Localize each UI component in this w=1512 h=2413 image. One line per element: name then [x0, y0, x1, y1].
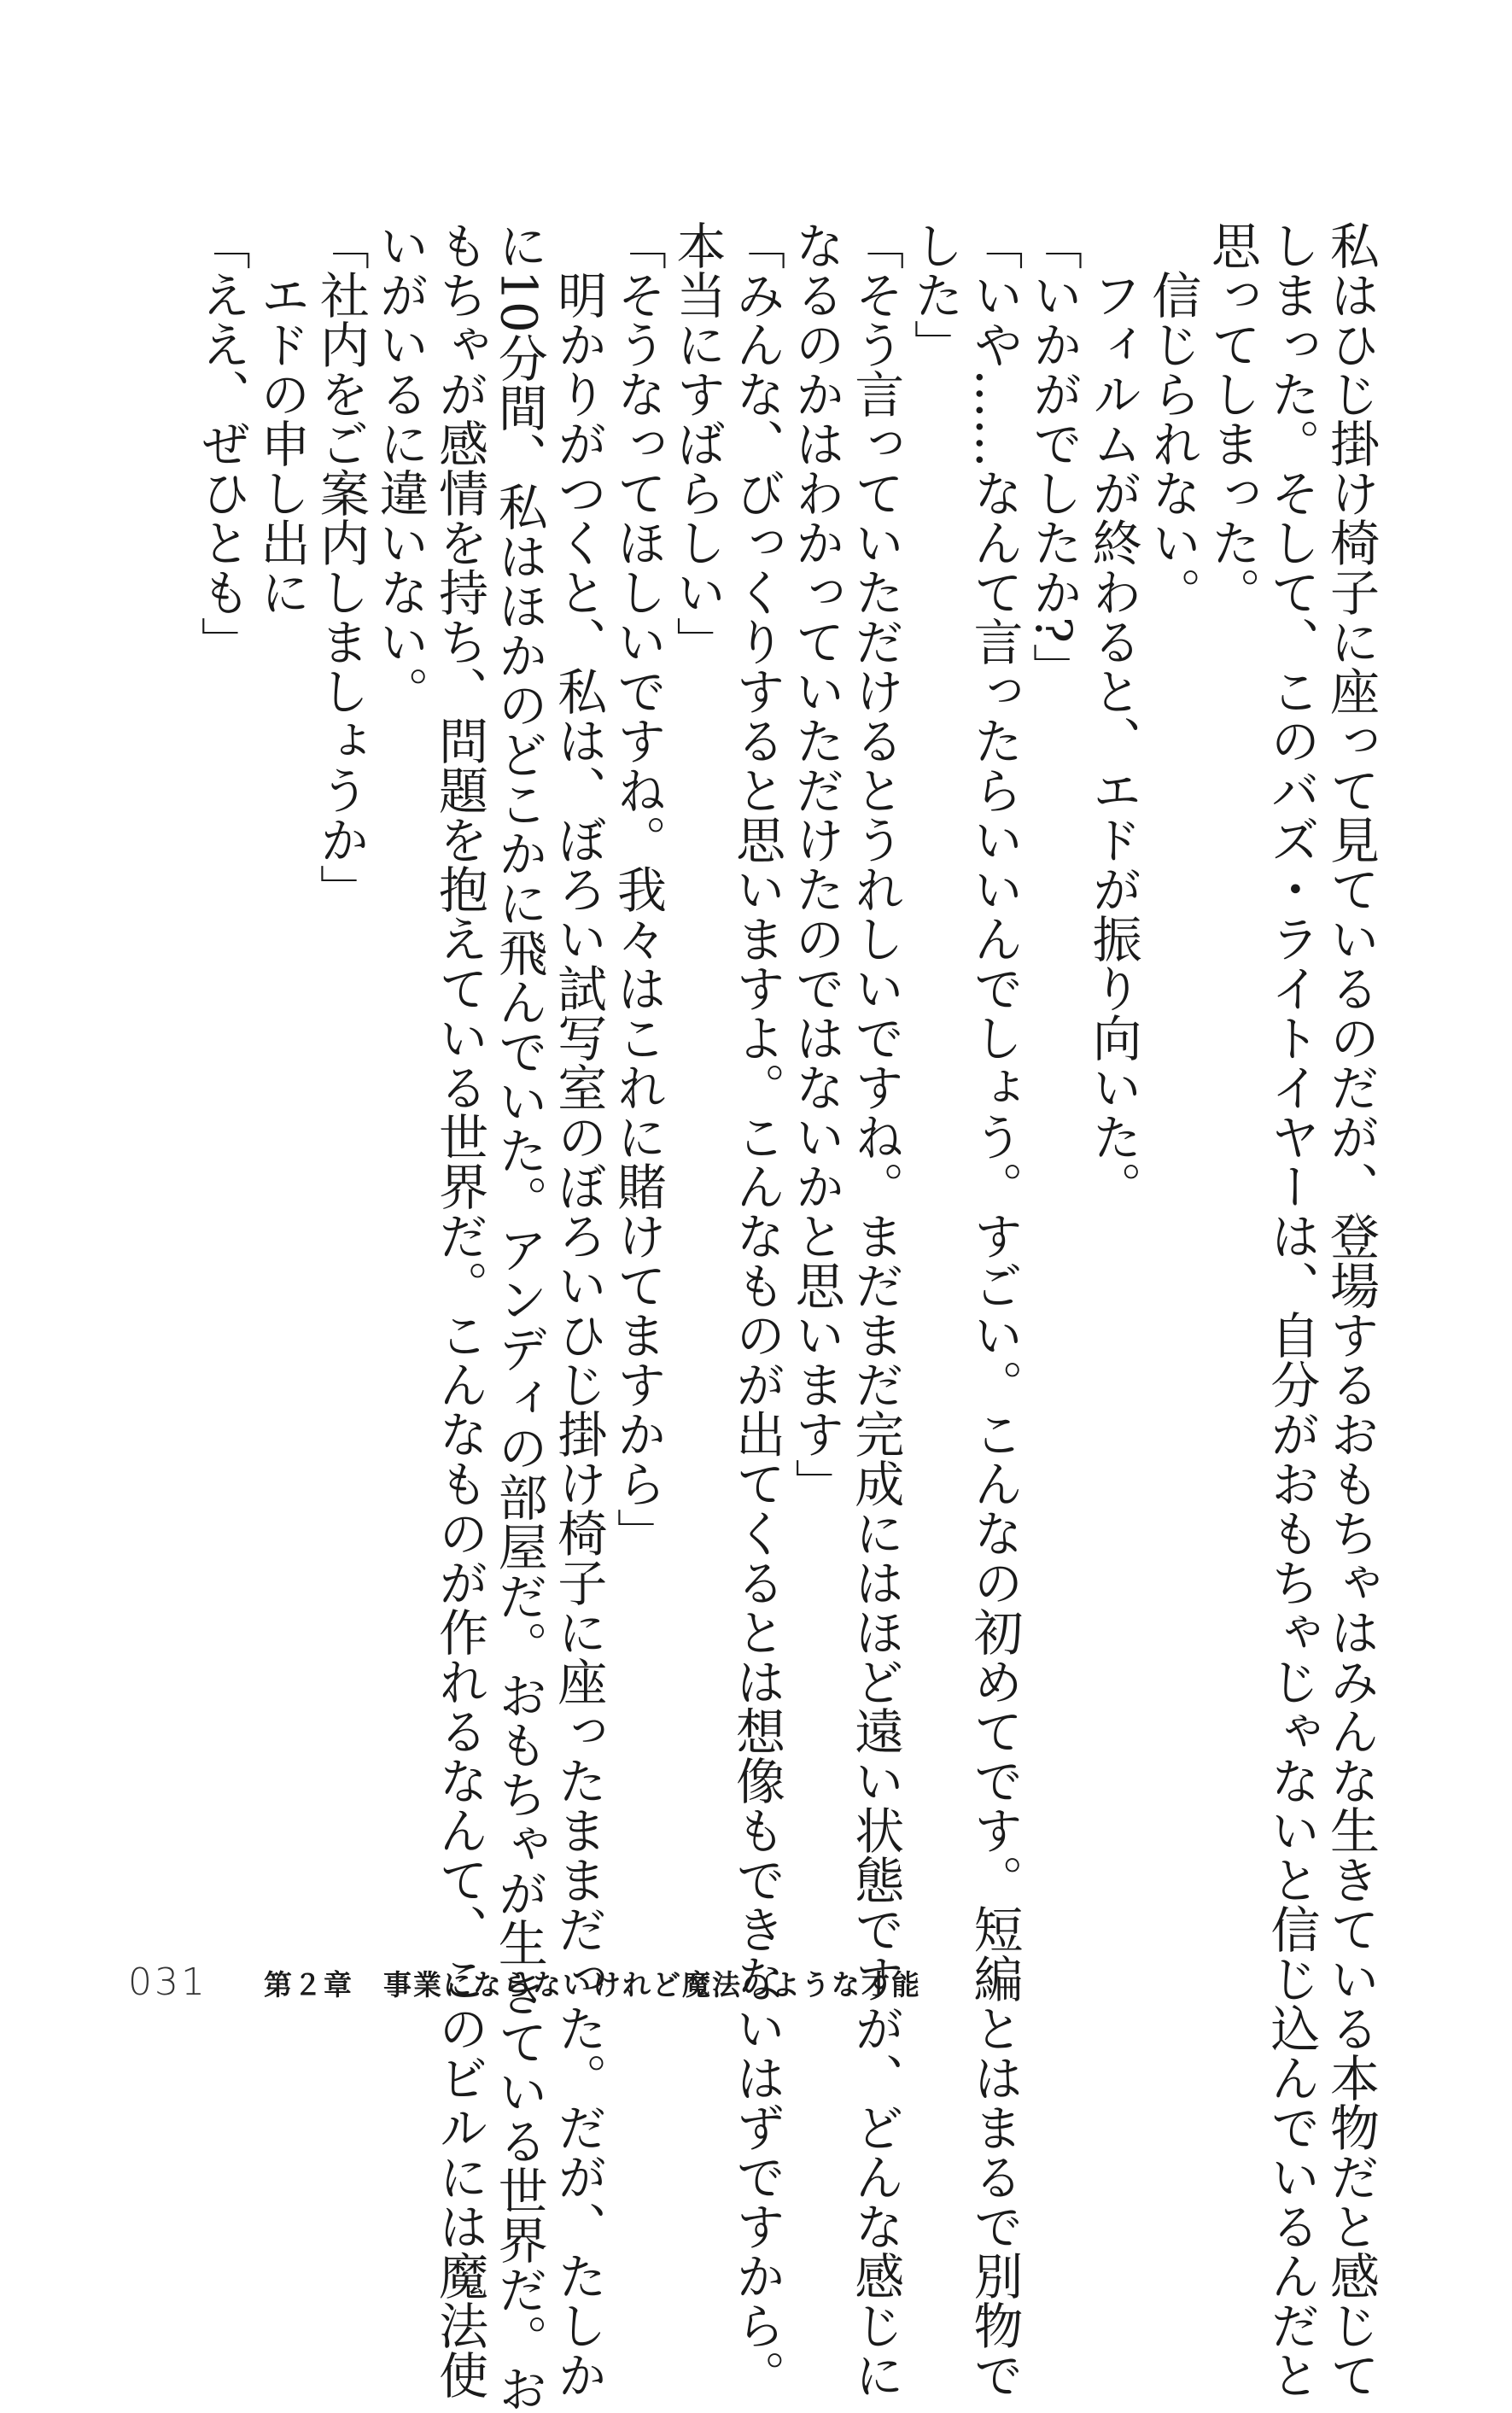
- text-line: 「そうなってほしいですね。我々はこれに賭けてますから」: [608, 220, 667, 1557]
- text-line: 「ええ、ぜひとも」: [192, 220, 251, 666]
- text-line: いがいるに違いない。: [371, 220, 429, 716]
- text-line: 「みんな、びっくりすると思いますよ。こんなものが出てくるとは想像もできないはずですから。: [727, 220, 786, 2399]
- text-line: しまった。そして、このバズ・ライトイヤーは、自分がおもちゃじゃないと信じ込んでいるんだと: [1262, 220, 1321, 2399]
- text-line: 思ってしまった。: [1202, 220, 1261, 616]
- text-line: 「社内をご案内しましょうか」: [311, 220, 370, 914]
- page-number: 031: [128, 1960, 207, 2004]
- text-line: もちゃが感情を持ち、問題を抱えている世界だ。こんなものが作れるなんて、このビルには魔法使: [430, 220, 489, 2399]
- text-line: した」: [905, 220, 964, 369]
- page-footer: [128, 1960, 921, 2004]
- text-line: に10分間、私はほかのどこかに飛んでいた。アンディの部屋だ。おもちゃが生きている世界だ。お: [489, 220, 548, 2413]
- text-line: 「いかがでしたか?」: [1025, 220, 1083, 693]
- text-line: フィルムが終わると、エドが振り向いた。: [1083, 220, 1142, 1211]
- text-line: エドの申し出に: [252, 220, 311, 616]
- text-line: 私はひじ掛け椅子に座って見ているのだが、登場するおもちゃはみんな生きている本物だと感じて: [1322, 220, 1380, 2399]
- text-line: 「そう言っていただけるとうれしいですね。まだまだ完成にはほど遠い状態ですが、どんな感じに: [846, 220, 905, 2399]
- text-line: 本当にすばらしい」: [668, 220, 727, 666]
- text-line: 信じられない。: [1143, 220, 1202, 616]
- text-line: 明かりがつくと、私は、ぼろい試写室のぼろいひじ掛け椅子に座ったままだった。だが、たしか: [549, 220, 608, 2399]
- text-line: 「いや……なんて言ったらいいんでしょう。すごい。こんなの初めてです。短編とはまるで別物で: [965, 220, 1024, 2399]
- text-line: なるのかはわかっていただけたのではないかと思います」: [786, 220, 845, 1508]
- running-head: 第２章 事業にならないけれど魔法のような才能: [263, 1968, 921, 2001]
